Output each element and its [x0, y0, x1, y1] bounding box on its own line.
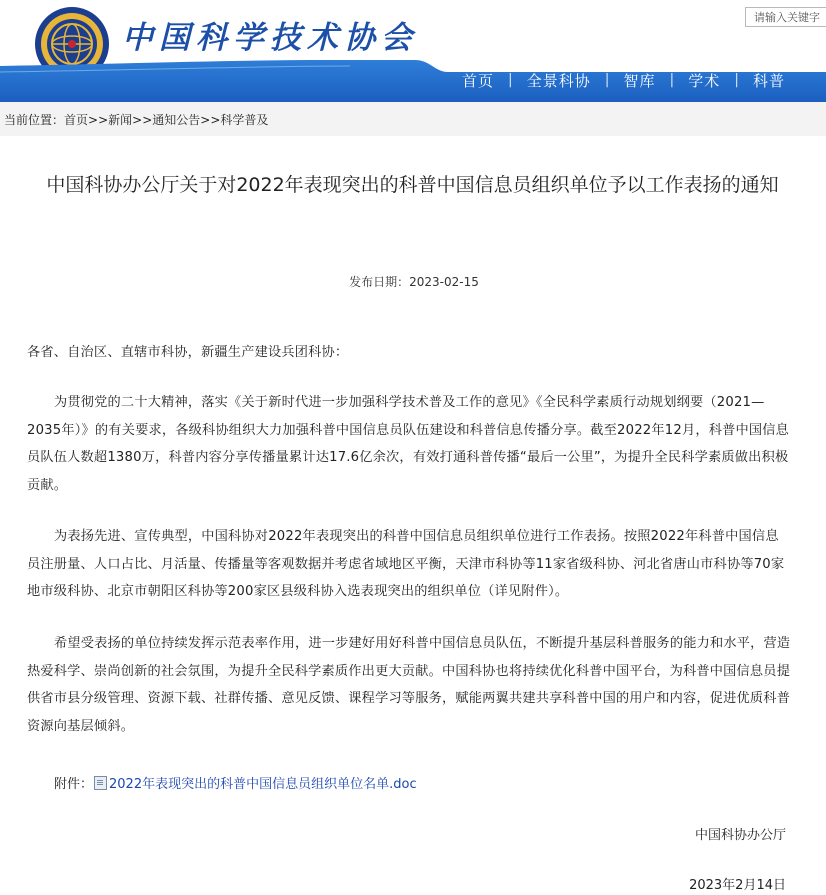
breadcrumb-separator: >>	[200, 113, 221, 127]
nav-academic[interactable]: 学术	[688, 71, 721, 90]
attachment-link[interactable]: 2022年表现突出的科普中国信息员组织单位名单.doc	[109, 777, 417, 792]
nav-separator: |	[604, 72, 610, 88]
breadcrumb-home[interactable]: 首页	[64, 113, 89, 127]
attachment	[54, 773, 417, 792]
logo-chinese-text[interactable]: 中国科学技术协会	[122, 20, 418, 56]
site-header	[0, 0, 826, 102]
article-title: 中国科协办公厅关于对2022年表现突出的科普中国信息员组织单位予以工作表扬的通知	[46, 174, 779, 196]
search-input[interactable]: 请输入关键字	[745, 7, 826, 27]
nav-home[interactable]: 首页	[462, 71, 495, 90]
signature: 中国科协办公厅	[694, 828, 786, 843]
attachment-label: 附件：	[54, 777, 94, 792]
article-salutation: 各省、自治区、直辖市科协，新疆生产建设兵团科协：	[27, 345, 349, 360]
publish-date-label: 发布日期：	[349, 275, 410, 289]
document-icon	[94, 776, 107, 790]
article-paragraph: 希望受表扬的单位持续发挥示范表率作用，进一步建好用好科普中国信息员队伍，不断提升基层科普服务的能力和水平，营造热爱科学、崇尚创新的社会氛围，为提升全民科学素质作出更大贡献。中国科协也将持续优化科普中国平台，为科普中国信息员提供省市县分级管理、资源下载、社群传播、意见反馈、课程学习等服务，赋能两翼共建共享科普中国的用户和内容，促进优质科普资源向基层倾斜。	[27, 636, 791, 734]
breadcrumb-separator: >>	[88, 113, 109, 127]
nav-thinktank[interactable]: 智库	[623, 71, 656, 90]
main-nav	[448, 58, 799, 102]
breadcrumb-notices[interactable]: 通知公告	[152, 113, 201, 127]
nav-science-popularization[interactable]: 科普	[752, 71, 785, 90]
nav-separator: |	[508, 72, 513, 88]
article-paragraph: 为贯彻党的二十大精神，落实《关于新时代进一步加强科学技术普及工作的意见》《全民科学素质行动规划纲要（2021—2035年）》的有关要求，各级科协组织大力加强科普中国信息员队伍建设和科普信息传播分享。截至2022年12月，科普中国信息员队伍人数超1380万，科普内容分享传播量累计达17.6亿余次，有效打通科普传播“最后一公里”，为提升全民科学素质做出积极贡献。	[27, 395, 790, 493]
breadcrumb-separator: >>	[132, 113, 153, 127]
publish-date-value: 2023-02-15	[409, 275, 479, 289]
breadcrumb-news[interactable]: 新闻	[108, 113, 133, 127]
breadcrumb	[4, 111, 268, 128]
signature-date: 2023年2月14日	[689, 878, 786, 893]
breadcrumb-science[interactable]: 科学普及	[220, 113, 269, 127]
nav-separator: |	[734, 72, 739, 88]
nav-overview[interactable]: 全景科协	[526, 71, 591, 90]
nav-separator: |	[669, 72, 675, 88]
publish-date	[0, 273, 826, 290]
article-paragraph: 为表扬先进、宣传典型，中国科协对2022年表现突出的科普中国信息员组织单位进行工作表扬。按照2022年科普中国信息员注册量、人口占比、月活量、传播量等客观数据并考虑省域地区平衡，天津市科协等11家省级科协、河北省唐山市科协等70家地市级科协、北京市朝阳区科协等200家区县级科协入选表现突出的组织单位（详见附件）。	[27, 529, 785, 599]
breadcrumb-label: 当前位置：	[4, 113, 65, 127]
